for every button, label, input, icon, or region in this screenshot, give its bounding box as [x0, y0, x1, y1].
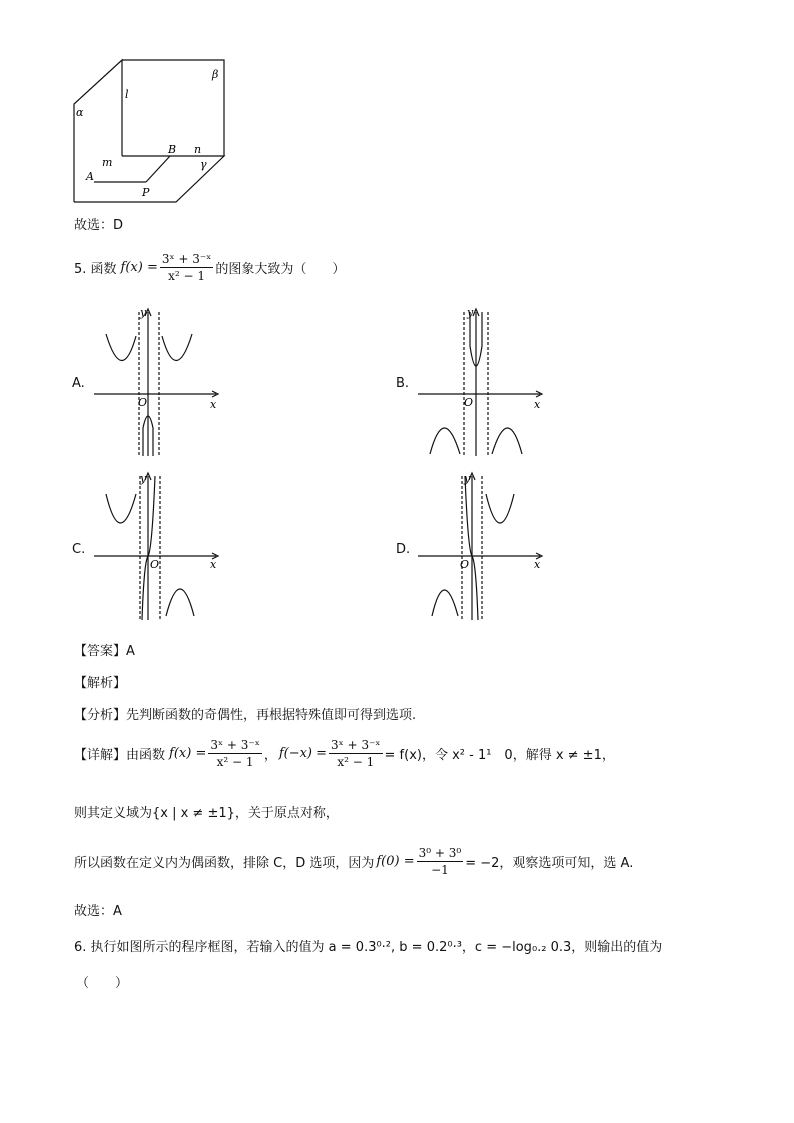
label-m: m	[102, 156, 113, 169]
option-a-origin: O	[138, 396, 148, 409]
answer-line	[74, 640, 135, 659]
label-B: B	[168, 143, 177, 156]
q6-line-1: 6. 执行如图所示的程序框图，若输入的值为 a = 0.3⁰·², b = 0.2⁰·³，c = −log₀.₂ 0.3，则输出的值为	[74, 940, 663, 955]
detail-3c: = −2，观察选项可知，选 A.	[465, 856, 634, 871]
detail-tag: 【详解】	[74, 748, 127, 763]
label-beta: β	[212, 68, 219, 81]
analysis-tag: 【解析】	[74, 676, 127, 691]
answer-tag: 【答案】	[74, 644, 127, 659]
q5-func-lhs: f(x) =	[120, 260, 158, 275]
option-b-x: x	[534, 398, 541, 411]
option-c-graph	[92, 470, 222, 622]
detail-fraction-2-num: 3ˣ + 3⁻ˣ	[331, 738, 381, 752]
fenxi-line	[74, 704, 416, 723]
detail-fraction-3-den: −1	[431, 863, 449, 877]
detail-fraction-1-den: x² − 1	[216, 755, 254, 769]
answer-value: A	[126, 644, 135, 659]
label-n: n	[194, 143, 202, 156]
option-c-letter: C.	[72, 542, 86, 557]
planes-figure	[66, 56, 236, 208]
fenxi-text: 先判断函数的奇偶性，再根据特殊值即可得到选项.	[126, 708, 417, 723]
label-gamma: γ	[200, 158, 207, 171]
detail-line-2: 则其定义域为{x | x ≠ ±1}，关于原点对称，	[74, 806, 339, 821]
detail-1e: = f(x)，令 x² - 1¹ 0，解得 x ≠ ±1，	[384, 748, 615, 763]
q4-conclusion: 故选：D	[74, 218, 124, 233]
detail-line-3	[74, 846, 633, 877]
option-d-letter: D.	[396, 542, 411, 557]
option-b-origin: O	[464, 396, 474, 409]
q5-stem-tail: 的图象大致为（ ）	[215, 262, 346, 277]
detail-fraction-3	[417, 846, 464, 877]
detail-1c: ，	[263, 748, 277, 763]
q5-denominator: x² − 1	[168, 269, 206, 283]
label-alpha: α	[76, 106, 84, 119]
option-d-graph	[416, 470, 546, 622]
detail-3a: 所以函数在定义内为偶函数，排除 C，D 选项，因为	[74, 856, 375, 871]
label-l: l	[125, 88, 129, 101]
fenxi-tag: 【分析】	[74, 708, 127, 723]
q5-conclusion: 故选：A	[74, 904, 122, 919]
option-b-letter: B.	[396, 376, 410, 391]
label-P: P	[142, 186, 150, 199]
option-d-y: y	[464, 472, 471, 485]
q5-fraction	[160, 252, 213, 283]
option-b-y: y	[467, 306, 474, 319]
option-c-x: x	[210, 558, 217, 571]
detail-1a: 由函数	[126, 748, 166, 763]
detail-1b: f(x) =	[169, 746, 207, 761]
detail-fraction-1	[208, 738, 261, 769]
option-a-letter: A.	[72, 376, 85, 391]
option-d-x: x	[534, 558, 541, 571]
option-a-graph	[92, 306, 222, 458]
q5-stem	[74, 252, 345, 283]
detail-3b: f(0) =	[376, 854, 415, 869]
option-c-y: y	[140, 472, 147, 485]
option-a-y: y	[140, 306, 147, 319]
option-c-origin: O	[150, 558, 160, 571]
label-A: A	[86, 170, 94, 183]
option-a-x: x	[210, 398, 217, 411]
detail-fraction-2-den: x² − 1	[337, 755, 375, 769]
detail-fraction-2	[329, 738, 382, 769]
q5-numerator: 3ˣ + 3⁻ˣ	[161, 252, 212, 266]
detail-fraction-1-num: 3ˣ + 3⁻ˣ	[210, 738, 260, 752]
detail-fraction-3-num: 3⁰ + 3⁰	[418, 846, 462, 860]
detail-line-1	[74, 738, 615, 769]
detail-1d: f(−x) =	[278, 746, 328, 761]
option-b-graph	[416, 306, 546, 458]
option-d-origin: O	[460, 558, 470, 571]
q6-line-2: （ ）	[76, 976, 129, 991]
q5-number: 5. 函数	[74, 262, 117, 277]
